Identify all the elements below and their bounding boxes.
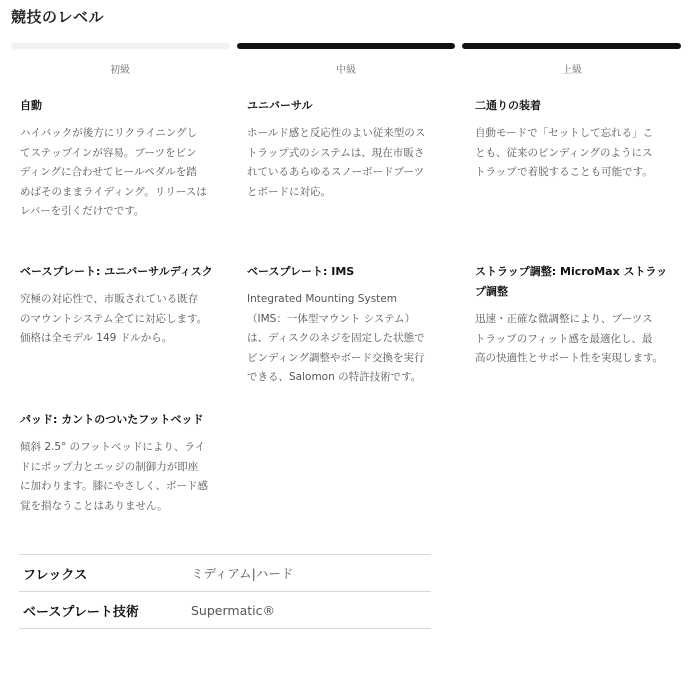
level-label-advanced: 上級 bbox=[562, 65, 582, 76]
level-label-intermediate: 中級 bbox=[336, 65, 356, 76]
feature-description: 自動モードで「セットして忘れる」こ とも、従来のビンディングのようにス トラップで着脱することも可能です。 bbox=[475, 127, 654, 178]
spec-row-flex bbox=[19, 555, 431, 592]
feature-universal bbox=[247, 96, 457, 202]
spec-label: フレックス bbox=[23, 567, 88, 583]
feature-description: 迅速・正確な微調整により、ブーツス トラップのフィット感を最適化し、最 高の快適性とサポート性を実現します。 bbox=[475, 313, 664, 364]
feature-title: ストラップ調整: MicroMax ストラッ プ調整 bbox=[475, 265, 668, 298]
spec-row-baseplate-tech bbox=[19, 592, 431, 629]
feature-title: ユニバーサル bbox=[247, 99, 313, 112]
feature-description: 究極の対応性で、市販されている既存 のマウントシステム全てに対応します。 価格は全モデル 149 ドルから。 bbox=[20, 293, 208, 344]
page-title: 競技のレベル bbox=[11, 8, 105, 26]
feature-description: ハイバックが後方にリクライニングし てステップインが容易。ブーツをビン ディングに合わせてヒールペダルを踏 めばそのままライディング。リリースは レバーを引くだけでです。 bbox=[20, 127, 207, 217]
feature-dual-entry bbox=[475, 96, 685, 183]
level-bar-intermediate bbox=[237, 43, 455, 49]
feature-baseplate-ims bbox=[247, 262, 447, 388]
feature-baseplate-universal-disc bbox=[20, 262, 235, 349]
feature-title: 自動 bbox=[20, 99, 42, 112]
feature-title: ベースプレート: ユニバーサルディスク bbox=[20, 265, 213, 278]
feature-description: Integrated Mounting System （IMS：一体型マウント システム） は、ディスクのネジを固定した状態で ビンディング調整やボード交換を実行 できる、Salomon の特許技術です。 bbox=[247, 293, 425, 383]
feature-title: ベースプレート: IMS bbox=[247, 265, 355, 278]
feature-strap-adjustment bbox=[475, 262, 680, 369]
feature-pad-canted-footbed bbox=[20, 410, 230, 516]
feature-title: パッド: カントのついたフットベッド bbox=[20, 413, 204, 426]
level-bar-advanced bbox=[462, 43, 681, 49]
feature-description: ホールド感と反応性のよい従来型のス トラップ式のシステムは、現在市販さ れているあらゆるスノーボードブーツ とボードに対応。 bbox=[247, 127, 426, 198]
feature-automatic bbox=[20, 96, 230, 222]
level-label-beginner: 初級 bbox=[110, 65, 130, 76]
spec-label: ベースプレート技術 bbox=[23, 604, 139, 620]
feature-description: 傾斜 2.5° のフットベッドにより、ライ ドにポップ力とエッジの制御力が即座 に加わります。膝にやさしく、ボード感 覚を損なうことはありません。 bbox=[20, 441, 208, 512]
spec-value: Supermatic® bbox=[191, 602, 275, 618]
feature-title: 二通りの装着 bbox=[475, 99, 541, 112]
spec-table bbox=[19, 554, 431, 629]
spec-value: ミディアム|ハード bbox=[191, 566, 294, 581]
level-bar-beginner bbox=[11, 43, 230, 49]
